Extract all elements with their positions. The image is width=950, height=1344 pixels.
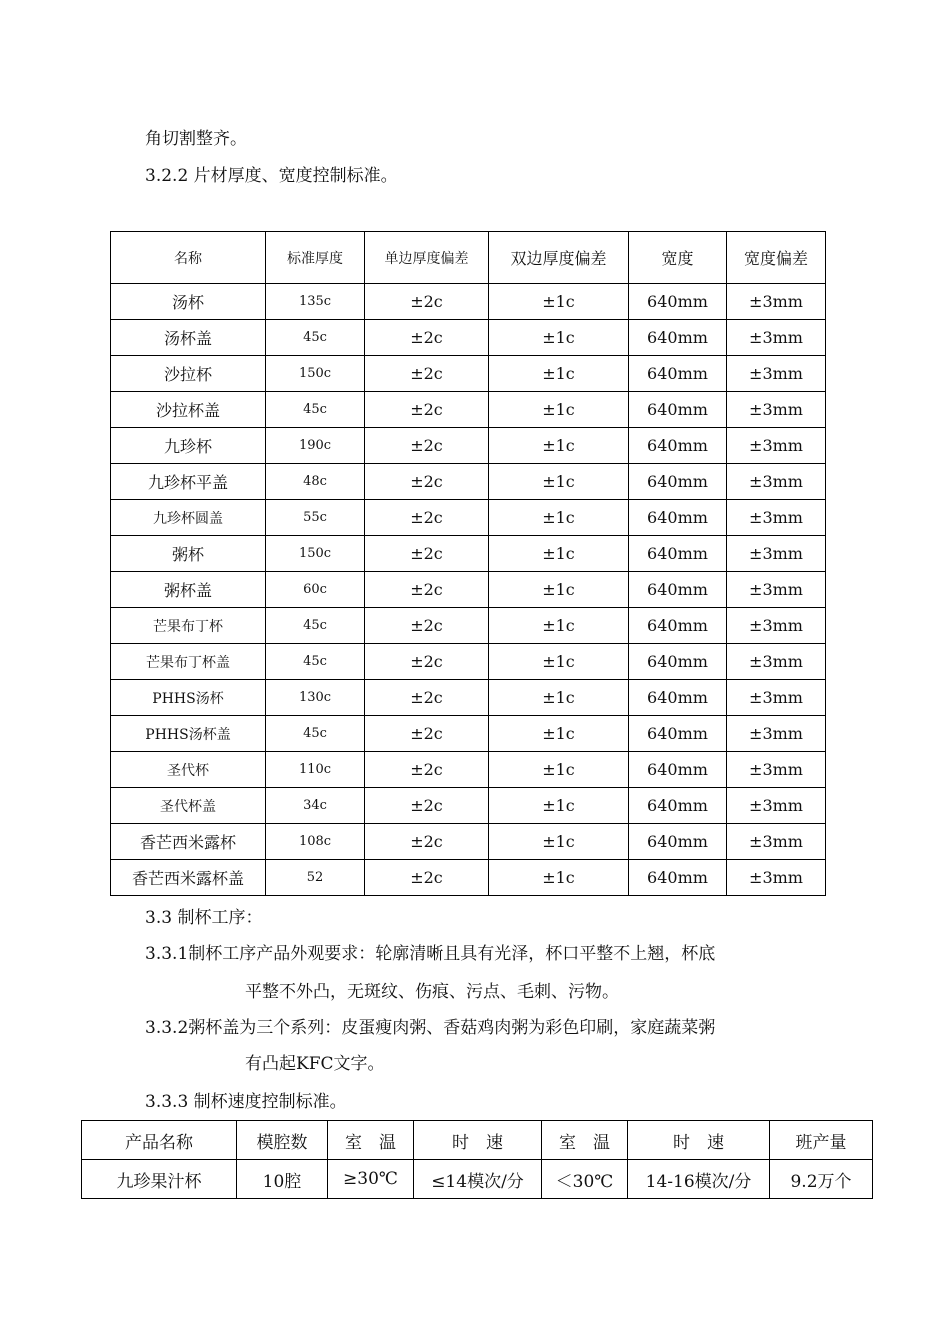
table-cell: 九珍杯平盖 (111, 464, 266, 500)
table-cell: ±1c (489, 824, 629, 860)
table-cell: ±3mm (727, 428, 826, 464)
table-cell: 640mm (629, 356, 727, 392)
sheet-thickness-width-table (110, 231, 826, 896)
table-cell: 九珍杯 (111, 428, 266, 464)
table-row (111, 500, 826, 536)
table-cell: ±2c (365, 788, 489, 824)
header-cell: 室 温 (328, 1121, 414, 1160)
cup-making-speed-table (81, 1120, 873, 1199)
table-cell: ±3mm (727, 608, 826, 644)
table-cell: 45c (266, 608, 365, 644)
table-cell: ±3mm (727, 716, 826, 752)
table-cell: 圣代杯盖 (111, 788, 266, 824)
table-cell: ±1c (489, 464, 629, 500)
table-cell: 130c (266, 680, 365, 716)
table-cell: 640mm (629, 572, 727, 608)
table-row (111, 428, 826, 464)
table-cell: 640mm (629, 608, 727, 644)
paragraph-3-3-2-line2: 有凸起KFC文字。 (245, 1054, 385, 1074)
table-cell: ±3mm (727, 860, 826, 896)
table-row (111, 788, 826, 824)
table-cell: 9.2万个 (770, 1160, 873, 1199)
table-cell: ±1c (489, 356, 629, 392)
table-cell: 九珍杯圆盖 (111, 500, 266, 536)
table-cell: ±1c (489, 284, 629, 320)
header-cell: 模腔数 (237, 1121, 328, 1160)
table-cell: ±2c (365, 644, 489, 680)
table-cell: 粥杯 (111, 536, 266, 572)
table-cell: ±1c (489, 860, 629, 896)
table-cell: ±1c (489, 320, 629, 356)
header-cell: 双边厚度偏差 (489, 232, 629, 284)
table-cell: 640mm (629, 392, 727, 428)
table-cell: 110c (266, 752, 365, 788)
table-cell: ±3mm (727, 536, 826, 572)
table-cell: ±2c (365, 392, 489, 428)
paragraph-3-3-1-line1: 3.3.1制杯工序产品外观要求：轮廓清晰且具有光泽，杯口平整不上翘，杯底 (145, 944, 716, 964)
header-cell: 时 速 (414, 1121, 542, 1160)
table-row (111, 284, 826, 320)
table-cell: 48c (266, 464, 365, 500)
table-cell: 52 (266, 860, 365, 896)
table-cell: 135c (266, 284, 365, 320)
table-cell: 45c (266, 716, 365, 752)
table-cell: ±3mm (727, 752, 826, 788)
table-row (111, 824, 826, 860)
table-cell: 芒果布丁杯盖 (111, 644, 266, 680)
table-cell: 45c (266, 392, 365, 428)
header-cell: 室 温 (542, 1121, 628, 1160)
table-row (111, 536, 826, 572)
table-cell: 640mm (629, 860, 727, 896)
table-row (111, 356, 826, 392)
table-cell: 640mm (629, 716, 727, 752)
table-cell: ≤14模次/分 (414, 1160, 542, 1199)
table-row (111, 572, 826, 608)
table-cell: ±2c (365, 500, 489, 536)
table-cell: 汤杯 (111, 284, 266, 320)
table-cell: ±1c (489, 572, 629, 608)
table-cell: ±3mm (727, 356, 826, 392)
table-cell: ±1c (489, 752, 629, 788)
table-cell: ±2c (365, 752, 489, 788)
table-row (111, 716, 826, 752)
table-header-row (82, 1121, 873, 1160)
table-cell: 640mm (629, 680, 727, 716)
table-cell: ±3mm (727, 500, 826, 536)
table-cell: 640mm (629, 320, 727, 356)
paragraph-3-3-1-line2: 平整不外凸，无斑纹、伤痕、污点、毛刺、污物。 (245, 982, 619, 1002)
table-cell: 640mm (629, 464, 727, 500)
table-cell: 55c (266, 500, 365, 536)
table-cell: ±3mm (727, 464, 826, 500)
table-cell: 沙拉杯 (111, 356, 266, 392)
header-cell: 标准厚度 (266, 232, 365, 284)
section-heading-3-2-2: 3.2.2 片材厚度、宽度控制标准。 (145, 166, 398, 186)
table-cell: ±2c (365, 824, 489, 860)
table-cell: 640mm (629, 536, 727, 572)
paragraph-text: 角切割整齐。 (145, 129, 247, 149)
table-cell: ±1c (489, 788, 629, 824)
table-cell: ±1c (489, 536, 629, 572)
table-cell: 640mm (629, 824, 727, 860)
table-cell: ±3mm (727, 680, 826, 716)
table-cell: 640mm (629, 284, 727, 320)
table-row (111, 752, 826, 788)
table-row (111, 392, 826, 428)
table-cell: ±2c (365, 716, 489, 752)
table-cell: ±1c (489, 608, 629, 644)
table-cell: 640mm (629, 752, 727, 788)
table-cell: 108c (266, 824, 365, 860)
header-cell: 单边厚度偏差 (365, 232, 489, 284)
table-cell: PHHS汤杯盖 (111, 716, 266, 752)
table-cell: ±1c (489, 680, 629, 716)
table-cell: ±2c (365, 680, 489, 716)
table-header-row (111, 232, 826, 284)
table-cell: 沙拉杯盖 (111, 392, 266, 428)
table-cell: 粥杯盖 (111, 572, 266, 608)
table-row (111, 860, 826, 896)
table-cell: ±3mm (727, 284, 826, 320)
table-row (111, 680, 826, 716)
table-cell: ±2c (365, 428, 489, 464)
table-cell: ±3mm (727, 320, 826, 356)
table-cell: 九珍果汁杯 (82, 1160, 237, 1199)
table-cell: 60c (266, 572, 365, 608)
table-cell: ＜30℃ (542, 1160, 628, 1199)
table-cell: 150c (266, 536, 365, 572)
table-cell: ±1c (489, 500, 629, 536)
table-row (82, 1160, 873, 1199)
table-cell: 640mm (629, 788, 727, 824)
table-cell: ±1c (489, 392, 629, 428)
header-cell: 时 速 (628, 1121, 770, 1160)
table-cell: ±2c (365, 608, 489, 644)
table-cell: 汤杯盖 (111, 320, 266, 356)
table-cell: 34c (266, 788, 365, 824)
table-cell: ±2c (365, 572, 489, 608)
table-cell: 640mm (629, 500, 727, 536)
table-cell: ±2c (365, 464, 489, 500)
table-cell: ±3mm (727, 572, 826, 608)
table-cell: ±3mm (727, 644, 826, 680)
table-cell: 14-16模次/分 (628, 1160, 770, 1199)
table-cell: ±3mm (727, 824, 826, 860)
table-cell: ±1c (489, 716, 629, 752)
table-cell: 香芒西米露杯 (111, 824, 266, 860)
table-cell: 640mm (629, 644, 727, 680)
table-row (111, 464, 826, 500)
table-cell: 圣代杯 (111, 752, 266, 788)
table-cell: 640mm (629, 428, 727, 464)
table-cell: PHHS汤杯 (111, 680, 266, 716)
section-heading-3-3: 3.3 制杯工序： (145, 908, 263, 928)
table-cell: ±2c (365, 320, 489, 356)
table-cell: ±1c (489, 644, 629, 680)
table-cell: 45c (266, 320, 365, 356)
table-cell: ±1c (489, 428, 629, 464)
table-cell: 10腔 (237, 1160, 328, 1199)
table-cell: ≥30℃ (328, 1160, 414, 1199)
table-cell: 150c (266, 356, 365, 392)
table-cell: ±3mm (727, 392, 826, 428)
table-cell: ±2c (365, 356, 489, 392)
header-cell: 班产量 (770, 1121, 873, 1160)
table-cell: ±2c (365, 284, 489, 320)
table-row (111, 644, 826, 680)
header-cell: 名称 (111, 232, 266, 284)
table-row (111, 608, 826, 644)
header-cell: 产品名称 (82, 1121, 237, 1160)
header-cell: 宽度偏差 (727, 232, 826, 284)
header-cell: 宽度 (629, 232, 727, 284)
table-cell: 45c (266, 644, 365, 680)
paragraph-3-3-2-line1: 3.3.2粥杯盖为三个系列：皮蛋瘦肉粥、香菇鸡肉粥为彩色印刷，家庭蔬菜粥 (145, 1018, 716, 1038)
table-cell: ±2c (365, 860, 489, 896)
table-row (111, 320, 826, 356)
table-cell: ±3mm (727, 788, 826, 824)
table-cell: 香芒西米露杯盖 (111, 860, 266, 896)
table-cell: 芒果布丁杯 (111, 608, 266, 644)
table-cell: 190c (266, 428, 365, 464)
section-heading-3-3-3: 3.3.3 制杯速度控制标准。 (145, 1092, 347, 1112)
table-cell: ±2c (365, 536, 489, 572)
